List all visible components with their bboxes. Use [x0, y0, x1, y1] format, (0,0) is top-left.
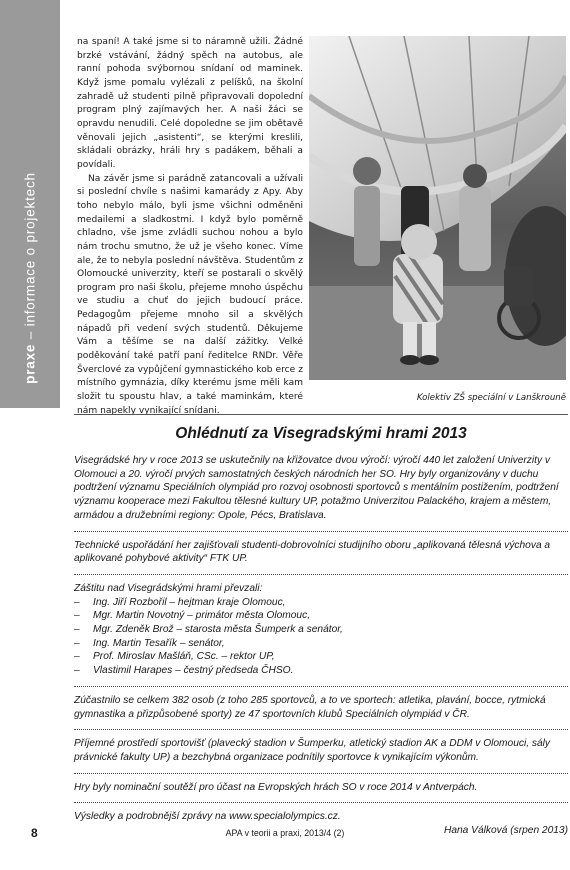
list-item	[74, 623, 568, 637]
section-subtitle: informace o projektech	[22, 172, 38, 327]
box-results: Výsledky a podrobnější zprávy na www.specialolympics.cz.	[74, 811, 341, 823]
journal-reference: APA v teorii a praxi, 2013/4 (2)	[225, 828, 345, 838]
box-title: Ohlédnutí za Visegradskými hrami 2013	[175, 425, 467, 442]
list-dash: –	[74, 610, 80, 622]
box-venues: Příjemné prostředí sportovišť (plavecký stadion v Šumperku, atletický stadion AK a DDM v Olomouci, sály právnické fakulty UP) a bezchybná organizace podnítily sportovce k vynikajícím výkonům.	[74, 738, 550, 763]
patron-name: Ing. Martin Tesařík – senátor,	[93, 637, 225, 649]
visegrad-games-box	[74, 424, 568, 838]
patron-list	[74, 596, 568, 678]
list-dash: –	[74, 637, 80, 649]
dotted-divider	[74, 802, 568, 803]
patron-name: Mgr. Martin Novotný – primátor města Olomouc,	[93, 610, 311, 622]
photo-caption: Kolektiv ZŠ speciální v Lanškrouně	[416, 393, 566, 403]
box-top-rule	[74, 414, 568, 415]
list-dash: –	[74, 624, 80, 636]
patronage-title: Záštitu nad Visegrádskými hrami převzali:	[74, 582, 263, 594]
list-item	[74, 664, 568, 678]
page-footer	[0, 826, 570, 846]
patron-name: Ing. Jiří Rozbořil – hejtman kraje Olomouc,	[93, 596, 286, 608]
patron-name: Prof. Miroslav Mašláň, CSc. – rektor UP,	[93, 651, 275, 663]
dotted-divider	[74, 531, 568, 532]
dotted-divider	[74, 686, 568, 687]
section-sidebar	[0, 0, 60, 408]
article-paragraph: na spaní! A také jsme si to náramně užili. Žádné brzké vstávání, žádný spěch na autobus, ale ranní pohoda svýbornou snídaní od maminek. Když jsme pomalu vylézali z pelíšků, na školní zahradě už studenti pilně připravovali dopolední program plný zajímavých her. A naši žáci se opravdu nenudili. Celé dopoledne se jim obětavě věnovali jejich „asistenti“, se kterými kreslili, skládali obrázky, hráli hry s padákem, běhali a povídali.	[77, 37, 303, 170]
event-photo	[309, 36, 566, 380]
dotted-divider	[74, 773, 568, 774]
section-separator: –	[22, 326, 38, 344]
parachute-game-photo	[309, 36, 566, 380]
box-intro: Visegrádské hry v roce 2013 se uskutečnily na křižovatce dvou výročí: výročí 440 let založení Univerzity v Olomouci a 20. výročí prvých samostatných českých národních her SO. Hry byly organizovány v duchu podtržení významu Speciálních olympiád pro rozvoj osobnosti sportovců s mentálním postižením, podtržení významu kooperace mezi Fakultou tělesné kultury UP, potažmo Univerzitou Palackého, krajem a městem, armádou a družebními regiony: Opole, Pécs, Bratislava.	[74, 455, 559, 521]
author-signature: Hana Válková (srpen 2013)	[443, 825, 568, 837]
box-technical: Technické uspořádání her zajišťovali studenti-dobrovolníci studijního oboru „aplikovaná tělesná výchova a aplikované pohybové aktivity“ FTK UP.	[74, 539, 551, 565]
patron-name: Mgr. Zdeněk Brož – starosta města Šumperk a senátor,	[93, 624, 343, 636]
list-dash: –	[74, 665, 80, 677]
page-number: 8	[31, 826, 38, 840]
box-nomination: Hry byly nominační soutěží pro účast na Evropských hrách SO v roce 2014 v Antverpách.	[74, 781, 478, 793]
dotted-divider	[74, 574, 568, 575]
list-dash: –	[74, 651, 80, 663]
list-item	[74, 637, 568, 651]
list-dash: –	[74, 596, 80, 608]
article-paragraph: Na závěr jsme si parádně zatancovali a užívali si poslední chvíle s našimi kamarády z Apy. Aby toho nebylo málo, byli jsme všichni odměněni medailemi a sladkostmi. I když bylo poměrně chladno, vše jsme zvládli suchou nohou a bylo nám trochu smutno, že už je všeho konec. Víme ale, že to nebyla poslední návštěva. Studentům z Olomoucké univerzity, kteří se postarali o skvělý program pro naši školu, přejeme mnoho úspěchu ve studiu a chuť do jejich budoucí práce. Pedagogům přejeme mnoho sil a skvělých nápadů při vedení svých studentů. Děkujeme Vám a těšíme se na další zážitky. Velké poděkování také patří paní ředitelce RNDr. Věře Šverclové za vypůjčení gymnastického kob erce z místního gymnázia, díky kterému jsme měli kam složit tu spoustu hlav, a také maminkám, které nám napekly vynikající snídani.	[77, 173, 303, 416]
patron-name: Vlastimil Harapes – čestný předseda ČHSO.	[93, 665, 294, 677]
list-item	[74, 596, 568, 610]
list-item	[74, 650, 568, 664]
list-item	[74, 609, 568, 623]
section-name: praxe	[22, 343, 38, 384]
section-label	[23, 172, 38, 384]
dotted-divider	[74, 729, 568, 730]
article-text-column	[77, 36, 303, 418]
box-participation: Zúčastnilo se celkem 382 osob (z toho 285 sportovců, a to ve sportech: atletika, plavání, bocce, rytmická gymnastika a přizpůsobené sporty) ze 47 sportovních klubů Speciálních olympiád v ČR.	[74, 694, 546, 720]
